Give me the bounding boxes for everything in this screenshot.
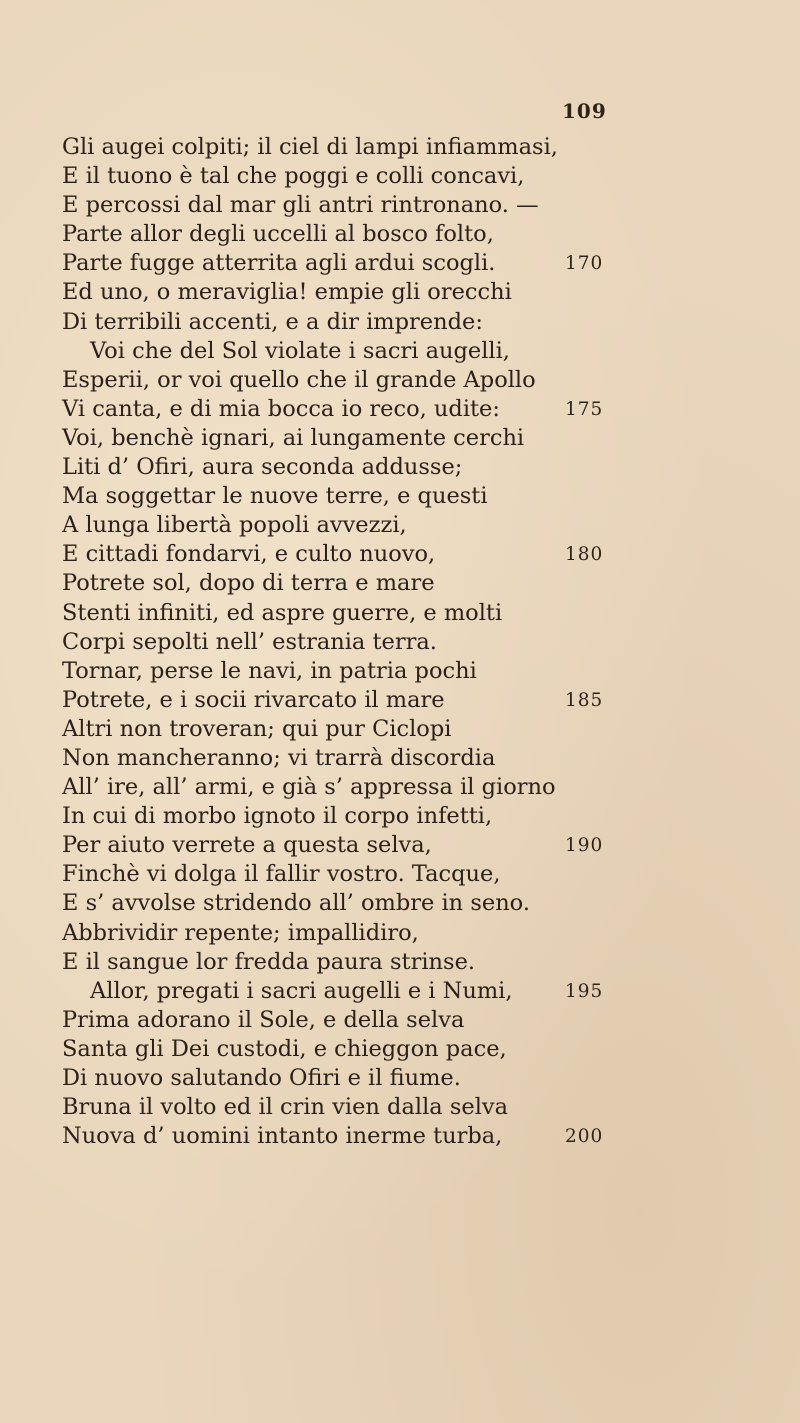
verse-line [62,482,702,511]
verse-line [62,977,702,1006]
line-number: 170 [565,253,604,275]
verse-line [62,1093,702,1122]
verse-text: Voi che del Sol violate i sacri augelli, [90,337,510,364]
verse-text: Abbrividir repente; impallidiro, [62,919,419,946]
verse-text: Non mancheranno; vi trarrà discordia [62,744,496,771]
verse-line [62,424,702,453]
verse-text: Corpi sepolti nell’ estrania terra. [62,628,437,655]
verse-line [62,773,702,802]
verse-line [62,191,702,220]
verse-text: All’ ire, all’ armi, e già s’ appressa il giorno [62,774,556,801]
verse-text: Finchè vi dolga il fallir vostro. Tacque, [62,861,501,888]
verse-line [62,569,702,598]
verse-text: A lunga libertà popoli avvezzi, [62,512,407,539]
verse-text: In cui di morbo ignoto il corpo infetti, [62,803,493,830]
verse-text: Allor, pregati i sacri augelli e i Numi, [90,977,513,1004]
verse-text: Altri non troveran; qui pur Ciclopi [62,715,452,742]
line-number: 180 [565,544,604,566]
verse-text: Santa gli Dei custodi, e chieggon pace, [62,1035,507,1062]
verse-text: Di terribili accenti, e a dir imprende: [62,308,483,335]
verse-line [62,511,702,540]
verse-line [62,1122,702,1151]
verse-line [62,744,702,773]
verse-text: Stenti infiniti, ed aspre guerre, e molti [62,599,503,626]
verse-line [62,1064,702,1093]
verse-text: Voi, benchè ignari, ai lungamente cerchi [62,424,525,451]
verse-text: Liti d’ Ofiri, aura seconda addusse; [62,454,463,481]
verse-text: Prima adorano il Sole, e della selva [62,1006,465,1033]
verse-line [62,831,702,860]
verse-line [62,1035,702,1064]
verse-text: E cittadi fondarvi, e culto nuovo, [62,541,436,568]
verse-line [62,278,702,307]
verse-line [62,220,702,249]
verse-line [62,308,702,337]
verse-line [62,540,702,569]
line-number: 195 [565,980,604,1002]
verse-line [62,657,702,686]
line-number: 175 [565,398,604,420]
page-number: 109 [562,99,607,123]
verse-text: Bruna il volto ed il crin vien dalla selva [62,1094,509,1121]
verse-text: E il tuono è tal che poggi e colli concavi, [62,163,525,190]
verse-text: Ma soggettar le nuove terre, e questi [62,483,488,510]
verse-line [62,453,702,482]
verse-line [62,366,702,395]
verse-text: Tornar, perse le navi, in patria pochi [62,657,477,684]
verse-line [62,802,702,831]
verse-text: E percossi dal mar gli antri rintronano. — [62,192,539,219]
verse-text: E s’ avvolse stridendo all’ ombre in seno. [62,890,530,917]
verse-line [62,948,702,977]
line-number: 200 [565,1126,604,1148]
verse-text: E il sangue lor fredda paura strinse. [62,948,476,975]
verse-line [62,162,702,191]
verse-line [62,599,702,628]
verse-line [62,133,702,162]
verse-block [62,133,702,1151]
verse-line [62,919,702,948]
verse-text: Parte allor degli uccelli al bosco folto, [62,221,494,248]
verse-text: Per aiuto verrete a questa selva, [62,832,432,859]
verse-line [62,715,702,744]
verse-text: Potrete sol, dopo di terra e mare [62,570,435,597]
verse-line [62,628,702,657]
verse-line [62,889,702,918]
verse-line [62,249,702,278]
verse-line [62,860,702,889]
verse-line [62,395,702,424]
verse-line [62,337,702,366]
verse-text: Parte fugge atterrita agli ardui scogli. [62,250,496,277]
verse-line [62,1006,702,1035]
verse-text: Gli augei colpiti; il ciel di lampi infiammasi, [62,134,558,160]
line-number: 185 [565,689,604,711]
verse-text: Potrete, e i socii rivarcato il mare [62,686,445,713]
verse-line [62,686,702,715]
verse-text: Ed uno, o meraviglia! empie gli orecchi [62,279,512,306]
verse-text: Vi canta, e di mia bocca io reco, udite: [62,395,500,422]
verse-text: Esperii, or voi quello che il grande Apollo [62,366,536,393]
verse-text: Nuova d’ uomini intanto inerme turba, [62,1123,503,1150]
line-number: 190 [565,835,604,857]
verse-text: Di nuovo salutando Ofiri e il fiume. [62,1065,461,1091]
